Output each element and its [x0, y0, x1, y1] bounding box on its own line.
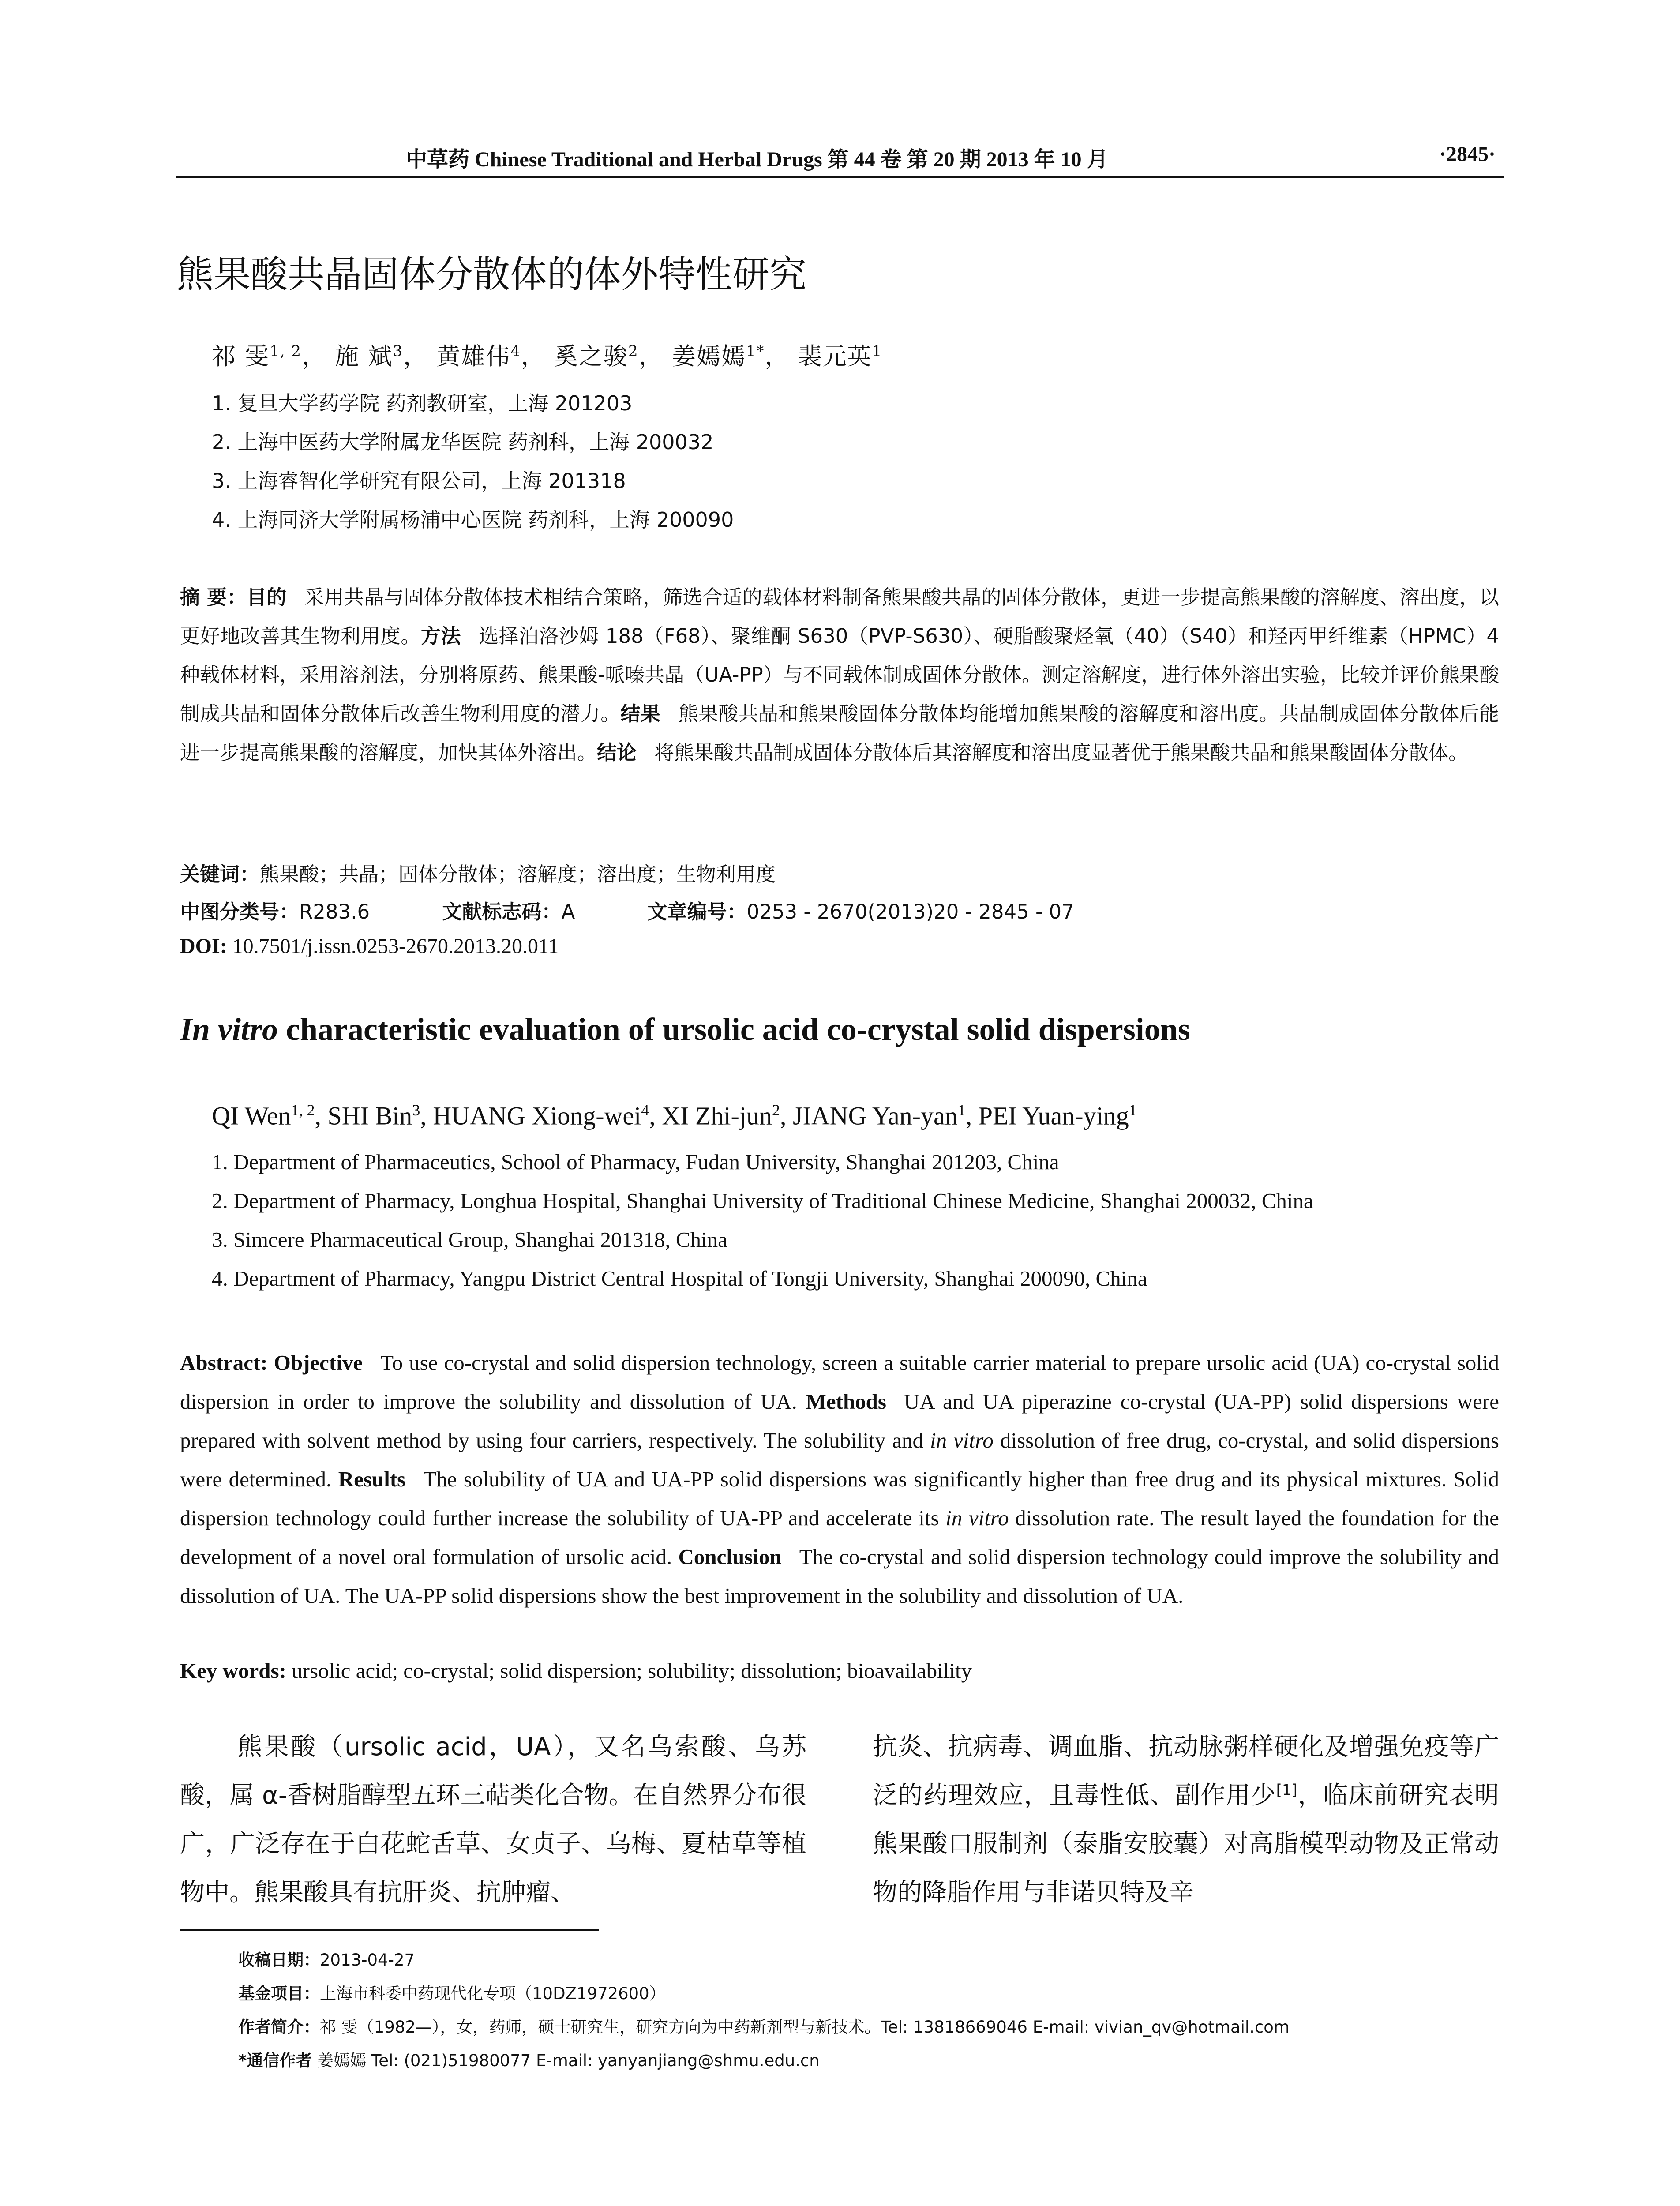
- results-italic: in vitro: [945, 1506, 1009, 1530]
- author: 黄雄伟: [436, 342, 511, 370]
- footnotes: [238, 1943, 1518, 2078]
- author-affiliation-mark: 1, 2: [291, 1101, 315, 1119]
- results-text-cont: dissolution rate. The result layed the foundation for the development of a novel oral formulation of ursolic acid.: [180, 1506, 1499, 1569]
- affiliation: 4. 上海同济大学附属杨浦中心医院 药剂科，上海 200090: [212, 508, 734, 532]
- author: 施 斌: [335, 342, 393, 370]
- objective-label: 目的: [247, 585, 287, 609]
- bio-label: 作者简介：: [238, 2018, 320, 2037]
- author-affiliation-mark: 1: [957, 1101, 966, 1119]
- author: SHI Bin: [327, 1101, 412, 1130]
- author-affiliation-mark: 1*: [746, 342, 765, 360]
- running-header: [176, 140, 1504, 178]
- title-rest: characteristic evaluation of ursolic acid co-crystal solid dispersions: [278, 1012, 1190, 1047]
- english-keywords: [180, 1658, 972, 1683]
- title-italic-part: In vitro: [180, 1012, 278, 1047]
- author-affiliation-mark: 3: [393, 342, 404, 360]
- corr-label: *通信作者: [238, 2051, 312, 2070]
- body-text: 抗炎、抗病毒、调血脂、抗动脉粥样硬化及增强免疫等广泛的药理效应，且毒性低、副作用少: [873, 1733, 1499, 1810]
- author: HUANG Xiong-wei: [433, 1101, 641, 1130]
- corresponding-author: [238, 2044, 1518, 2078]
- bio-value: 祁 雯（1982—），女，药师，硕士研究生，研究方向为中药新剂型与新技术。Tel: 13818669046 E-mail: vivian_qv@hotmail.com: [320, 2018, 1290, 2037]
- methods-text-cont: dissolution of free drug, co-crystal, and solid dispersions were determined.: [180, 1428, 1500, 1491]
- affiliation: 1. Department of Pharmaceutics, School of Pharmacy, Fudan University, Shanghai 201203, China: [212, 1150, 1059, 1174]
- article-number-label: 文章编号：: [647, 900, 747, 923]
- body-column-right: [873, 1723, 1499, 1917]
- results-text: 熊果酸共晶和熊果酸固体分散体均能增加熊果酸的溶解度和溶出度。共晶制成固体分散体后能进一步提高熊果酸的溶解度，加快其体外溶出。: [180, 702, 1499, 764]
- abstract-label: Abstract:: [180, 1351, 268, 1375]
- author-affiliation-mark: 4: [641, 1101, 649, 1119]
- body-column-left: 熊果酸（ursolic acid，UA），又名乌索酸、乌苏酸，属 α-香树脂醇型五环三萜类化合物。在自然界分布很广，广泛存在于白花蛇舌草、女贞子、乌梅、夏枯草等植物中。熊果酸具有抗肝炎、抗肿瘤、: [180, 1733, 806, 1907]
- author-affiliation-mark: 4: [510, 342, 521, 360]
- fund-info: [238, 1977, 1518, 2011]
- author: 裴元英: [798, 342, 872, 370]
- conclusion-label: Conclusion: [678, 1545, 782, 1569]
- methods-label: 方法: [420, 624, 461, 648]
- page-number: ·2845·: [1439, 143, 1496, 166]
- received-value: 2013-04-27: [320, 1951, 415, 1970]
- keywords-text: ursolic acid; co-crystal; solid dispersion; solubility; dissolution; bioavailability: [292, 1658, 972, 1683]
- citation-ref[interactable]: [1]: [1276, 1781, 1298, 1799]
- conclusion-label: 结论: [597, 741, 637, 764]
- fund-value: 上海市科委中药现代化专项（10DZ1972600）: [320, 1984, 666, 2003]
- english-title: [180, 1011, 1190, 1048]
- conclusion-text: The co-crystal and solid dispersion technology could improve the solubility and dissolution of UA. The UA-PP solid dispersions show the best improvement in the solubility and dissolution of UA.: [180, 1545, 1500, 1608]
- author: JIANG Yan-yan: [792, 1101, 958, 1130]
- english-author-list: QI Wen$^{1, 2}$, SHI Bin$^3$, HUANG Xiong-wei$^4$, XI Zhi-jun$^2$, JIANG Yan-yan$^1$, PEI Yuan-ying$^1$: [212, 1101, 1137, 1130]
- keywords-label: 关键词：: [180, 863, 260, 886]
- author-bio: [238, 2011, 1518, 2044]
- author: 祁 雯: [212, 342, 270, 370]
- class-code: R283.6: [299, 900, 370, 923]
- abstract-label: 摘 要：: [180, 585, 247, 609]
- methods-label: Methods: [806, 1389, 886, 1414]
- doccode-label: 文献标志码：: [442, 900, 562, 923]
- doi[interactable]: 10.7501/j.issn.0253-2670.2013.20.011: [232, 934, 559, 958]
- doi-label: DOI:: [180, 934, 227, 958]
- author-affiliation-mark: 3: [412, 1101, 420, 1119]
- fund-label: 基金项目：: [238, 1984, 320, 2003]
- received-label: 收稿日期：: [238, 1951, 320, 1970]
- affiliation: 4. Department of Pharmacy, Yangpu District Central Hospital of Tongji University, Shanghai 200090, China: [212, 1266, 1148, 1291]
- author: XI Zhi-jun: [662, 1101, 772, 1130]
- affiliation: 1. 复旦大学药学院 药剂教研室，上海 201203: [212, 391, 633, 415]
- keywords-text: 熊果酸；共晶；固体分散体；溶解度；溶出度；生物利用度: [259, 863, 776, 886]
- conclusion-text: 将熊果酸共晶制成固体分散体后其溶解度和溶出度显著优于熊果酸共晶和熊果酸固体分散体。: [654, 741, 1469, 764]
- methods-text: UA and UA piperazine co-crystal (UA-PP) solid dispersions were prepared with solvent method by using four carriers, respectively. The solubility and: [180, 1389, 1499, 1452]
- journal-header: 中草药 Chinese Traditional and Herbal Drugs 第 44 卷 第 20 期 2013 年 10 月: [406, 148, 1108, 171]
- author: PEI Yuan-ying: [978, 1101, 1129, 1130]
- received-date: [238, 1943, 1518, 1977]
- chinese-author-list: 祁 雯$^{1, 2}$， 施 斌$^3$， 黄雄伟$^4$， 奚之骏$^2$， 姜嫣嫣$^{1*}$， 裴元英$^1$: [212, 342, 883, 370]
- author-affiliation-mark: 2: [628, 342, 639, 360]
- affiliation: 2. Department of Pharmacy, Longhua Hospital, Shanghai University of Traditional Chinese Medicine, Shanghai 200032, China: [212, 1189, 1313, 1213]
- author-affiliation-mark: 1: [1129, 1101, 1137, 1119]
- objective-text: To use co-crystal and solid dispersion technology, screen a suitable carrier material to prepare ursolic acid (UA) co-crystal solid dispersion in order to improve the solubility and dissolution of UA.: [180, 1351, 1499, 1414]
- author: 奚之骏: [554, 342, 629, 370]
- corr-value: 姜嫣嫣 Tel: (021)51980077 E-mail: yanyanjiang@shmu.edu.cn: [317, 2051, 820, 2070]
- classification-line: [180, 896, 1504, 924]
- keywords-label: Key words:: [180, 1658, 286, 1683]
- chinese-abstract: [180, 578, 1499, 772]
- results-label: 结果: [620, 702, 661, 725]
- english-abstract: [180, 1343, 1499, 1615]
- article-number: 0253 - 2670(2013)20 - 2845 - 07: [746, 900, 1074, 923]
- chinese-title: 熊果酸共晶固体分散体的体外特性研究: [176, 253, 807, 296]
- results-text: The solubility of UA and UA-PP solid dispersions was significantly higher than free drug and its physical mixtures. Solid dispersion technology could further increase the solubility of UA-PP and accelerate its: [180, 1467, 1500, 1530]
- methods-italic: in vitro: [930, 1428, 994, 1452]
- affiliation: 3. Simcere Pharmaceutical Group, Shanghai 201318, China: [212, 1227, 728, 1252]
- body-text-cont: ，临床前研究表明熊果酸口服制剂（泰脂安胶囊）对高脂模型动物及正常动物的降脂作用与非诺贝特及辛: [873, 1781, 1500, 1907]
- author: QI Wen: [212, 1101, 291, 1130]
- affiliation: 2. 上海中医药大学附属龙华医院 药剂科，上海 200032: [212, 430, 714, 454]
- methods-text: 选择泊洛沙姆 188（F68）、聚维酮 S630（PVP-S630）、硬脂酸聚烃氧（40）（S40）和羟丙甲纤维素（HPMC）4 种载体材料，采用溶剂法，分别将原药、熊果酸-哌嗪共晶（UA-PP）与不同载体制成固体分散体。测定溶解度，进行体外溶出实验，比较并评价熊果酸制成共晶和固体分散体后改善生物利用度的潜力。: [180, 624, 1499, 725]
- chinese-affiliations: [212, 384, 734, 539]
- doi-line: [180, 934, 1504, 958]
- author-affiliation-mark: 2: [772, 1101, 780, 1119]
- doccode: A: [561, 900, 575, 923]
- author-affiliation-mark: 1: [872, 342, 883, 360]
- objective-text: 采用共晶与固体分散体技术相结合策略，筛选合适的载体材料制备熊果酸共晶的固体分散体，更进一步提高熊果酸的溶解度、溶出度，以更好地改善其生物利用度。: [180, 585, 1499, 648]
- english-affiliations: [212, 1143, 1313, 1298]
- chinese-keywords: [180, 858, 1504, 887]
- footnote-divider: [180, 1929, 599, 1931]
- objective-label: Objective: [274, 1351, 363, 1375]
- results-label: Results: [338, 1467, 406, 1491]
- author-affiliation-mark: 1, 2: [270, 342, 302, 360]
- author: 姜嫣嫣: [671, 342, 746, 370]
- affiliation: 3. 上海睿智化学研究有限公司，上海 201318: [212, 469, 626, 493]
- class-label: 中图分类号：: [180, 900, 300, 923]
